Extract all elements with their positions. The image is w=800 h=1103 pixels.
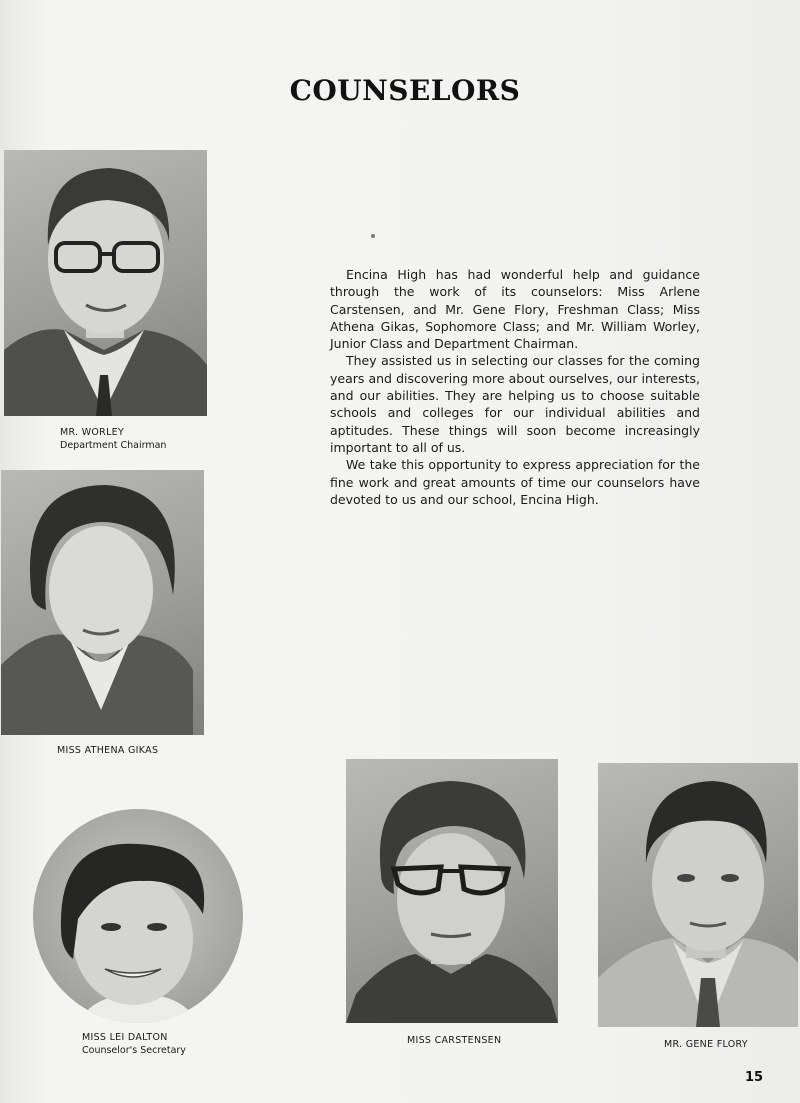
caption-role: Counselor's Secretary xyxy=(82,1045,186,1056)
caption-mr-gene-flory xyxy=(664,1038,748,1051)
photo-miss-lei-dalton xyxy=(33,809,243,1023)
page-number: 15 xyxy=(745,1070,764,1085)
caption-mr-worley xyxy=(60,426,166,452)
page-title: COUNSELORS xyxy=(289,74,521,107)
caption-name: MR. GENE FLORY xyxy=(664,1039,748,1050)
photo-mr-worley xyxy=(4,150,207,416)
paragraph: We take this opportunity to express appreciation for the fine work and great amounts of time our counselors have devoted to us and our school, Encina High. xyxy=(330,457,700,507)
caption-name: MISS LEI DALTON xyxy=(82,1032,168,1043)
caption-miss-lei-dalton xyxy=(82,1031,186,1057)
caption-role: Department Chairman xyxy=(60,440,167,451)
caption-miss-carstensen xyxy=(407,1034,501,1047)
paragraph: Encina High has had wonderful help and guidance through the work of its counselors: Miss Arlene Carstensen, and Mr. Gene Flory, Freshman Class; Miss Athena Gikas, Sophomore Class; and Mr. William Worley, Junior Class and Department Chairman. xyxy=(330,267,700,352)
photo-miss-athena-gikas xyxy=(1,470,204,735)
caption-name: MISS ATHENA GIKAS xyxy=(57,745,159,756)
photo-mr-gene-flory xyxy=(598,763,798,1027)
caption-name: MR. WORLEY xyxy=(60,427,125,438)
caption-name: MISS CARSTENSEN xyxy=(407,1035,502,1046)
caption-miss-athena-gikas xyxy=(57,744,158,757)
photo-miss-carstensen xyxy=(346,759,558,1023)
body-text xyxy=(330,266,700,508)
ink-dot xyxy=(371,234,375,238)
paragraph: They assisted us in selecting our classes for the coming years and discovering more about ourselves, our interests, and our abilities. They are helping us to choose suitable schools and colleges for our individual abilities and aptitudes. These things will soon become increasingly important to all of us. xyxy=(330,353,700,455)
